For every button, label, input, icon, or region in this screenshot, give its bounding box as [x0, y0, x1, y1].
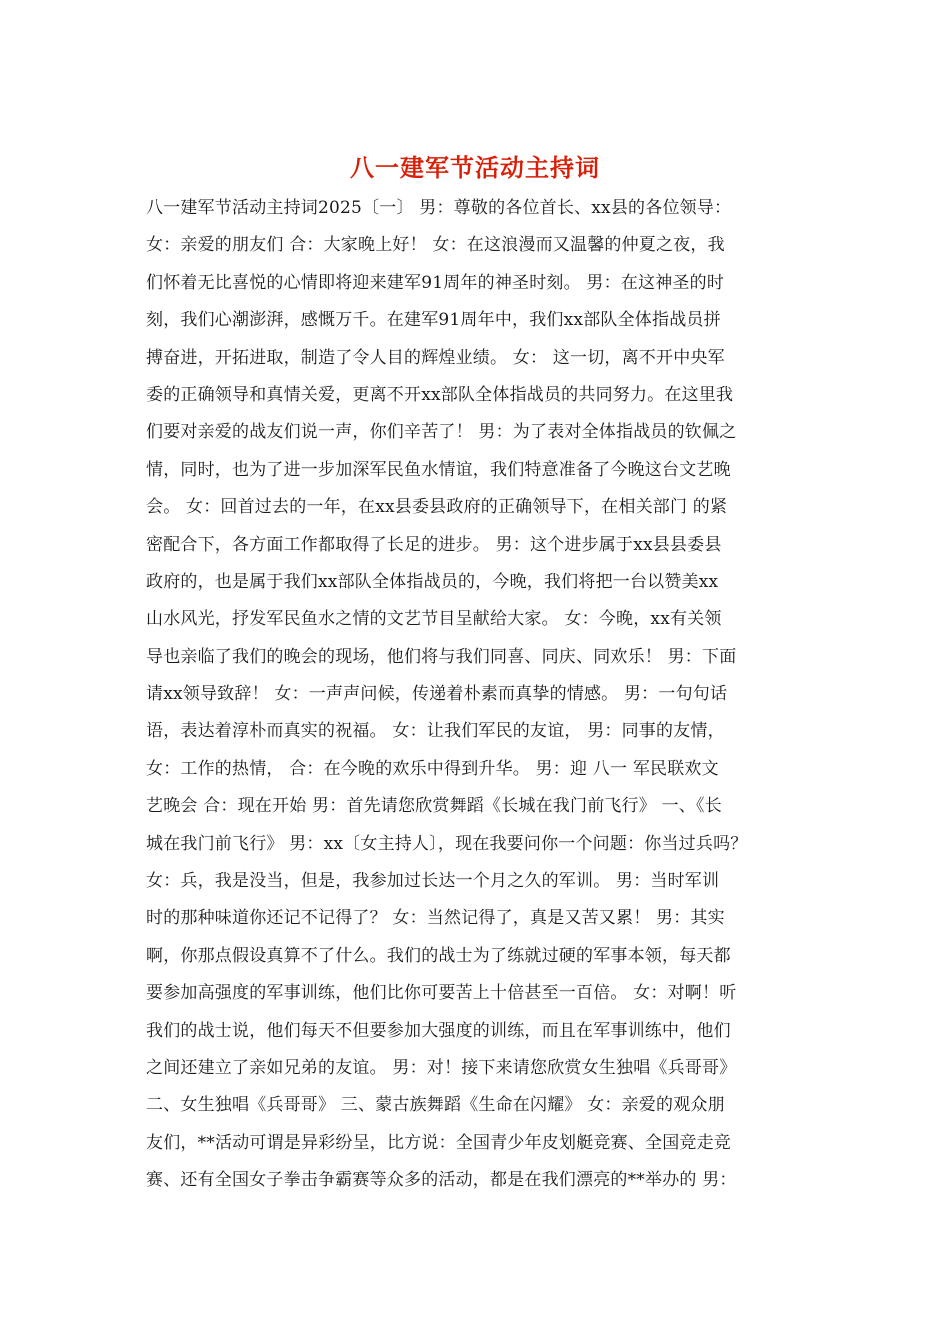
body-line: 女：工作的热情， 合：在今晚的欢乐中得到升华。 男：迎 八一 军民联欢文 [146, 758, 719, 779]
body-line: 啊，你那点假设真算不了什么。我们的战士为了练就过硬的军事本领，每天都 [146, 945, 731, 966]
body-line: 政府的，也是属于我们xx部队全体指战员的，今晚，我们将把一台以赞美xx [146, 571, 719, 592]
body-line: 八一建军节活动主持词2025〔一〕 男：尊敬的各位首长、xx县的各位领导： [146, 198, 732, 218]
body-line: 要参加高强度的军事训练，他们比你可要苦上十倍甚至一百倍。 女：对啊！听 [146, 983, 737, 1004]
document-title: 八一建军节活动主持词 [350, 153, 600, 182]
body-line: 导也亲临了我们的晚会的现场，他们将与我们同喜、同庆、同欢乐！ 男：下面 [146, 646, 737, 667]
body-line: 委的正确领导和真情关爱，更离不开xx部队全体指战员的共同努力。在这里我 [146, 384, 734, 405]
body-line: 二、女生独唱《兵哥哥》 三、蒙古族舞蹈《生命在闪耀》 女：亲爱的观众朋 [146, 1095, 725, 1116]
body-line: 们怀着无比喜悦的心情即将迎来建军91周年的神圣时刻。 男：在这神圣的时 [146, 272, 725, 293]
body-line: 情，同时，也为了进一步加深军民鱼水情谊，我们特意准备了今晚这台文艺晚 [146, 459, 731, 480]
body-line: 会。 女：回首过去的一年，在xx县委县政府的正确领导下，在相关部门 的紧 [146, 497, 728, 518]
body-line: 们要对亲爱的战友们说一声，你们辛苦了！ 男：为了表对全体指战员的钦佩之 [146, 422, 737, 443]
body-line: 女：亲爱的朋友们 合：大家晚上好！ 女：在这浪漫而又温馨的仲夏之夜，我 [146, 235, 725, 256]
body-line: 艺晚会 合：现在开始 男：首先请您欣赏舞蹈《长城在我门前飞行》 一、《长 [146, 796, 722, 817]
body-line: 请xx领导致辞！ 女：一声声问候，传递着朴素而真挚的情感。 男：一句句话 [146, 684, 728, 705]
body-line: 时的那种味道你还记不记得了？ 女：当然记得了，真是又苦又累！ 男：其实 [146, 908, 725, 929]
body-line: 刻，我们心潮澎湃，感慨万千。在建军91周年中，我们xx部队全体指战员拼 [146, 310, 721, 331]
body-line: 赛、还有全国女子拳击争霸赛等众多的活动，都是在我们漂亮的**举办的 男： [146, 1170, 737, 1191]
body-line: 搏奋进，开拓进取，制造了令人目的辉煌业绩。 女： 这一切，离不开中央军 [146, 347, 725, 368]
body-line: 友们，**活动可谓是异彩纷呈，比方说：全国青少年皮划艇竞赛、全国竞走竞 [146, 1132, 731, 1153]
body-line: 之间还建立了亲如兄弟的友谊。 男：对！接下来请您欣赏女生独唱《兵哥哥》 [146, 1057, 737, 1078]
document-body [146, 196, 836, 1206]
body-line: 城在我门前飞行》 男：xx〔女主持人〕，现在我要问你一个问题：你当过兵吗？ [146, 833, 748, 854]
body-line: 语，表达着淳朴而真实的祝福。 女：让我们军民的友谊， 男：同事的友情， [146, 721, 725, 742]
body-line: 我们的战士说，他们每天不但要参加大强度的训练，而且在军事训练中，他们 [146, 1020, 731, 1041]
body-line: 密配合下，各方面工作都取得了长足的进步。 男：这个进步属于xx县县委县 [146, 534, 722, 555]
body-line: 女：兵，我是没当，但是，我参加过长达一个月之久的军训。 男：当时军训 [146, 871, 720, 892]
body-line: 山水风光，抒发军民鱼水之情的文艺节目呈献给大家。 女：今晚，xx有关领 [146, 609, 722, 630]
